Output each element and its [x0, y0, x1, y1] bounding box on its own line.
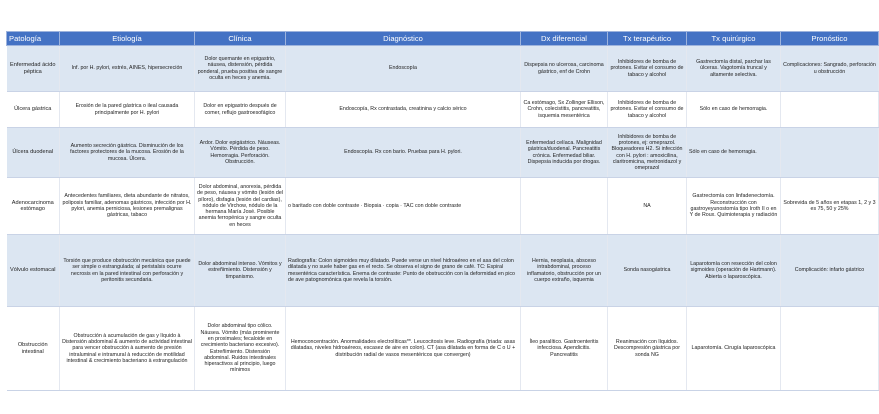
cell-tx-terapeutico[interactable]: Inhibidores de bomba de protones, ej: omeprazol. Bloqueadores H2. Si infección con H. pylori : amoxicilina, claritromicina, metronidazol y omeprazol	[608, 128, 687, 178]
cell-diagnostico[interactable]: o baritado con doble contraste · Biopsia · copia · TAC con doble contraste	[286, 178, 521, 235]
cell-patologia[interactable]: Obstrucción intestinal	[7, 307, 60, 391]
header-pronostico[interactable]: Pronóstico	[781, 32, 879, 46]
cell-clinica[interactable]: Dolor abdominal tipo cólico. Náusea. Vómito (más prominente en proximales; fecaloide en crecimiento bacteriano excesivo). Estreñimiento. Distensión abdominal. Ruidos intestinales hiperactivos al principio, luego mínimos	[195, 307, 286, 391]
cell-etiologia[interactable]: Inf. por H. pylori, estrés, AINES, hipersecreción	[60, 46, 195, 92]
header-row	[7, 32, 879, 46]
cell-diagnostico[interactable]: Endoscopía. Rx con bario. Pruebas para H. pylori.	[286, 128, 521, 178]
table-row	[7, 46, 879, 92]
cell-diagnostico[interactable]: Endoscopía, Rx contrastada, creatinina y calcio sérico	[286, 92, 521, 128]
cell-etiologia[interactable]: Aumento secreción gástrica. Disminución de los factores protectores de la mucosa. Erosión de la mucosa. Úlcera.	[60, 128, 195, 178]
cell-patologia[interactable]: Úlcera gástrica	[7, 92, 60, 128]
cell-etiologia[interactable]: Erosión de la pared gástrica o ileal causada principalmente por H. pylori	[60, 92, 195, 128]
cell-clinica[interactable]: Dolor abdominal intenso. Vómitos y estreñimiento. Distensión y timpanismo.	[195, 235, 286, 307]
table-row	[7, 178, 879, 235]
cell-tx-terapeutico[interactable]: Inhibidores de bomba de protones. Evitar el consumo de tabaco y alcohol	[608, 46, 687, 92]
cell-clinica[interactable]: Dolor abdominal, anorexia, pérdida de peso, náusea y vómito (lesión del píloro), disfagia (lesión del cardias), nódulo de Virchow, nódulo de la hermana María José. Posible anemia ferropénica y sangre oculta en heces	[195, 178, 286, 235]
table-row	[7, 307, 879, 391]
header-tx-quirurgico[interactable]: Tx quirúrgico	[687, 32, 781, 46]
cell-tx-quirurgico[interactable]: Laparotomía con resección del colon sigmoides (operación de Hartmann). Abierta o laparoscópica.	[687, 235, 781, 307]
cell-etiologia[interactable]: Obstrucción à acumulación de gas y líquido à Distensión abdominal & aumento de actividad intestinal para vencer obstrucción à aumento de presión intraluminal e intramural à reducción de motilidad intestinal & crecimiento bacteriano à estrangulación	[60, 307, 195, 391]
cell-dx-diferencial[interactable]: Dispepsia no ulcerosa, carcinoma gástrico, enf de Crohn	[521, 46, 608, 92]
cell-tx-terapeutico[interactable]: Inhibidores de bomba de protones. Evitar el consumo de tabaco y alcohol	[608, 92, 687, 128]
cell-pronostico[interactable]	[781, 128, 879, 178]
cell-tx-terapeutico[interactable]: Reanimación con líquidos. Descompresión gástrica por sonda NG	[608, 307, 687, 391]
header-dx-diferencial[interactable]: Dx diferencial	[521, 32, 608, 46]
table-row	[7, 128, 879, 178]
cell-pronostico[interactable]	[781, 307, 879, 391]
cell-patologia[interactable]: Úlcera duodenal	[7, 128, 60, 178]
cell-patologia[interactable]: Enfermedad ácido péptica	[7, 46, 60, 92]
cell-tx-quirurgico[interactable]: Gastrectomía con linfadenectomía. Reconstrucción con gastroyeyunostomía tipo Iroth II o en Y de Roux. Quimioterapia y radiación	[687, 178, 781, 235]
header-diagnostico[interactable]: Diagnóstico	[286, 32, 521, 46]
cell-patologia[interactable]: Vólvulo estomacal	[7, 235, 60, 307]
cell-pronostico[interactable]	[781, 92, 879, 128]
cell-patologia[interactable]: Adenocarcinoma estómago	[7, 178, 60, 235]
cell-dx-diferencial[interactable]: Hernia, neoplasia, absceso intrabdominal, proceso inflamatorio, obstrucción por un cuerpo extraño, isquemia	[521, 235, 608, 307]
header-etiologia[interactable]: Etiología	[60, 32, 195, 46]
cell-pronostico[interactable]: Complicación: infarto gástrico	[781, 235, 879, 307]
cell-dx-diferencial[interactable]: Íleo paralítico. Gastroenteritis infecciosa. Apendicitis. Pancreatitis	[521, 307, 608, 391]
header-tx-terapeutico[interactable]: Tx terapéutico	[608, 32, 687, 46]
cell-tx-quirurgico[interactable]: Gastrectomía distal, parchar las úlceras. Vagotomía truncal y altamente selectiva.	[687, 46, 781, 92]
cell-diagnostico[interactable]: Radiografía: Colon sigmoides muy dilatado. Puede verse un nivel hidroaéreo en el asa del colon dilatada y no suele haber gas en el recto. Se observa el signo de grano de café. TC: Espiral mesentérica característica. Enema de contraste: Punto de obstrucción con la deformidad en pico de ave patognomónica que revela la torsión.	[286, 235, 521, 307]
cell-dx-diferencial[interactable]	[521, 178, 608, 235]
cell-clinica[interactable]: Dolor en epigastrio después de comer, reflujo gastroesofágico	[195, 92, 286, 128]
cell-pronostico[interactable]: Sobrevida de 5 años en etapas 1, 2 y 3 es 75, 50 y 25%	[781, 178, 879, 235]
header-patologia[interactable]: Patología	[7, 32, 60, 46]
cell-dx-diferencial[interactable]: Enfermedad celíaca. Malignidad gástrica/duodenal. Pancreatitis crónica. Enfermedad biliar. Dispepsia inducida por drogas.	[521, 128, 608, 178]
cell-diagnostico[interactable]: Hemoconcentración. Anormalidades electrolíticas**. Leucocitosis leve. Radiografía (triada: asas dilatadas, niveles hidroaéreos, escasez de aire en colon). CT (asa dilatada en forma de C o U + distribución radial de vasos mesentéricos que convergen)	[286, 307, 521, 391]
cell-tx-quirurgico[interactable]: Sólo en caso de hemorragia.	[687, 128, 781, 178]
cell-tx-terapeutico[interactable]: NA	[608, 178, 687, 235]
cell-tx-quirurgico[interactable]: Sólo en caso de hemorragia.	[687, 92, 781, 128]
cell-tx-quirurgico[interactable]: Laparotomía. Cirugía laparoscópica	[687, 307, 781, 391]
cell-etiologia[interactable]: Antecedentes familiares, dieta abundante de nitratos, poliposis familiar, adenomas gástricos, infección por H. pylori, anemia perniciosa, lesiones premalignas gástricas, tabaco	[60, 178, 195, 235]
header-clinica[interactable]: Clínica	[195, 32, 286, 46]
table-row	[7, 92, 879, 128]
table-row	[7, 235, 879, 307]
cell-dx-diferencial[interactable]: Ca estómago, Sx Zollinger Ellison, Crohn, colecistitis, pancreatitis, isquemia mesentérica	[521, 92, 608, 128]
cell-etiologia[interactable]: Torsión que produce obstrucción mecánica que puede ser simple o estrangulada; al peristalsis ocurre necrosis en la pared intestinal con perforación y peritonitis secundaria.	[60, 235, 195, 307]
cell-diagnostico[interactable]: Endoscopía	[286, 46, 521, 92]
cell-clinica[interactable]: Dolor quemante en epigastrio, náusea, distensión, pérdida ponderal, prueba positiva de sangre oculta en heces y anemia.	[195, 46, 286, 92]
cell-pronostico[interactable]: Complicaciones: Sangrado, perforación u obstrucción	[781, 46, 879, 92]
cell-tx-terapeutico[interactable]: Sonda nasogástrica	[608, 235, 687, 307]
pathology-table	[6, 31, 879, 391]
cell-clinica[interactable]: Ardor. Dolor epigástrico. Náuseas. Vómito. Pérdida de peso. Hemorragia. Perforación. Obstrucción.	[195, 128, 286, 178]
spreadsheet	[6, 31, 876, 391]
